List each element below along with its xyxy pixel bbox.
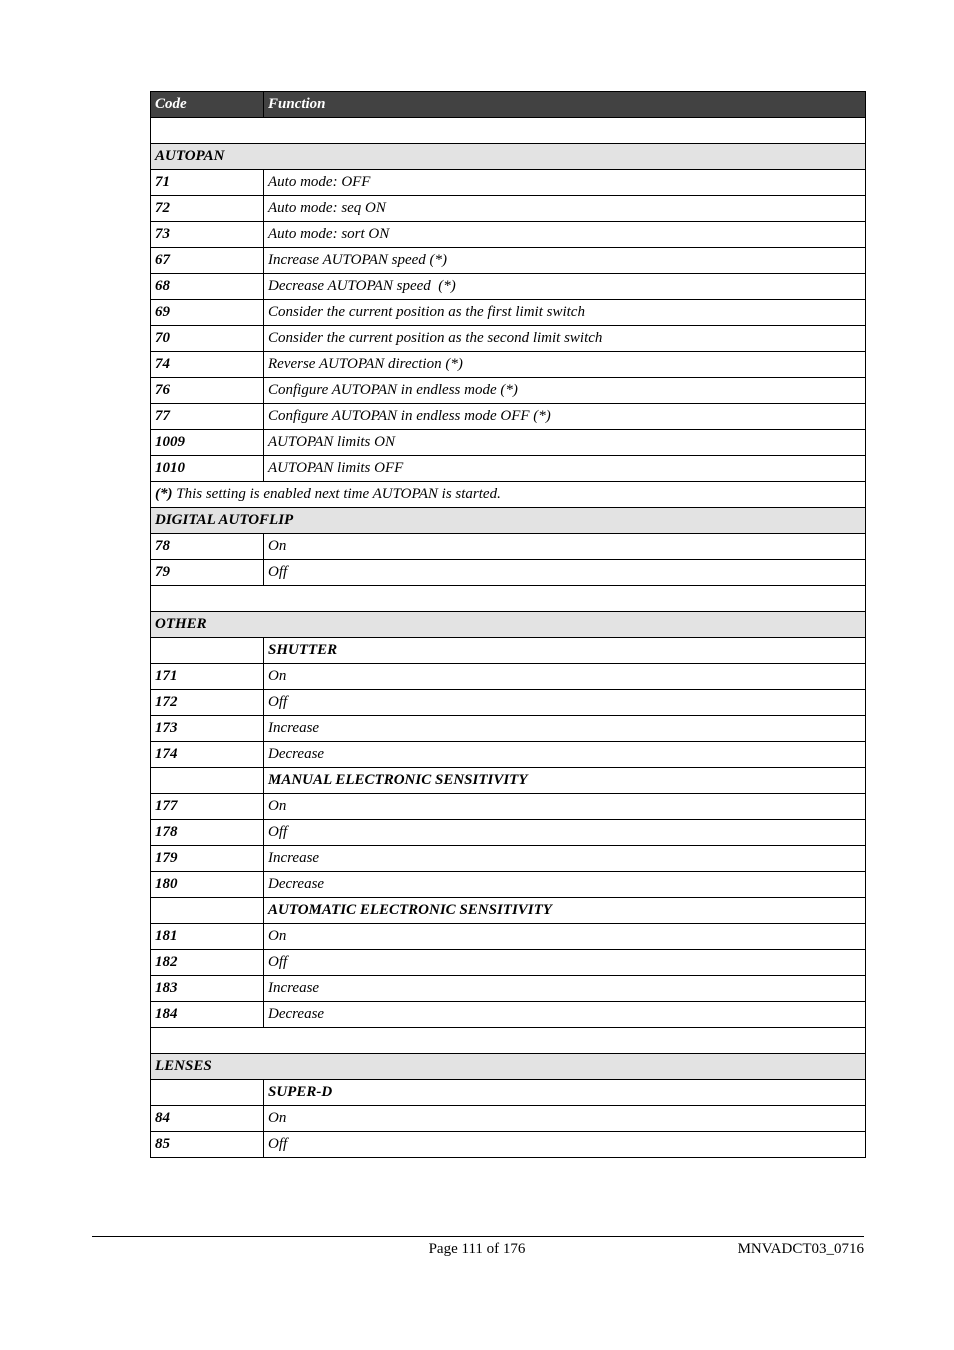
code-cell: 76 <box>151 378 264 404</box>
function-cell: Reverse AUTOPAN direction (*) <box>264 352 866 378</box>
subsection-row <box>151 898 866 924</box>
section-title: OTHER <box>151 612 866 638</box>
table-row <box>151 274 866 300</box>
code-cell: 172 <box>151 690 264 716</box>
function-cell: Consider the current position as the second limit switch <box>264 326 866 352</box>
function-cell: On <box>264 1106 866 1132</box>
table-row <box>151 1106 866 1132</box>
subsection-row <box>151 638 866 664</box>
document-code: MNVADCT03_0716 <box>737 1241 864 1257</box>
section-header-row <box>151 1054 866 1080</box>
code-cell: 84 <box>151 1106 264 1132</box>
code-cell: 174 <box>151 742 264 768</box>
code-cell: 171 <box>151 664 264 690</box>
code-cell: 181 <box>151 924 264 950</box>
function-cell: AUTOPAN limits ON <box>264 430 866 456</box>
function-cell: Increase <box>264 716 866 742</box>
function-cell: On <box>264 924 866 950</box>
table-row <box>151 352 866 378</box>
table-row <box>151 404 866 430</box>
function-code-table <box>150 91 866 1158</box>
code-cell <box>151 1080 264 1106</box>
function-cell: Decrease <box>264 742 866 768</box>
code-cell <box>151 898 264 924</box>
code-cell: 68 <box>151 274 264 300</box>
table-row <box>151 924 866 950</box>
function-cell: Decrease AUTOPAN speed (*) <box>264 274 866 300</box>
code-cell: 182 <box>151 950 264 976</box>
section-title: DIGITAL AUTOFLIP <box>151 508 866 534</box>
function-cell: Consider the current position as the first limit switch <box>264 300 866 326</box>
code-cell <box>151 768 264 794</box>
subsection-row <box>151 1080 866 1106</box>
table-row <box>151 976 866 1002</box>
table-row <box>151 170 866 196</box>
table-row <box>151 742 866 768</box>
function-cell: Off <box>264 950 866 976</box>
section-header-row <box>151 508 866 534</box>
table-row <box>151 326 866 352</box>
table-empty-row <box>151 1028 866 1054</box>
code-cell: 1010 <box>151 456 264 482</box>
code-cell <box>151 638 264 664</box>
table-row <box>151 950 866 976</box>
table-row <box>151 690 866 716</box>
code-cell: 79 <box>151 560 264 586</box>
subsection-title: SHUTTER <box>264 638 866 664</box>
footer-divider <box>92 1236 864 1237</box>
code-cell: 179 <box>151 846 264 872</box>
table-empty-row <box>151 586 866 612</box>
code-cell: 177 <box>151 794 264 820</box>
function-cell: Decrease <box>264 872 866 898</box>
table-row <box>151 456 866 482</box>
footnote-text: This setting is enabled next time AUTOPAN is started. <box>172 486 501 502</box>
code-cell: 178 <box>151 820 264 846</box>
function-cell: Increase <box>264 846 866 872</box>
table-body <box>151 118 866 1158</box>
table-row <box>151 664 866 690</box>
empty-cell <box>151 586 866 612</box>
function-cell: On <box>264 534 866 560</box>
code-cell: 183 <box>151 976 264 1002</box>
footnote-cell <box>151 482 866 508</box>
header-function: Function <box>264 92 866 118</box>
table-row <box>151 846 866 872</box>
subsection-row <box>151 768 866 794</box>
code-cell: 184 <box>151 1002 264 1028</box>
function-cell: Auto mode: OFF <box>264 170 866 196</box>
code-cell: 70 <box>151 326 264 352</box>
table-empty-row <box>151 118 866 144</box>
table-row <box>151 430 866 456</box>
table-row <box>151 222 866 248</box>
function-cell: On <box>264 794 866 820</box>
section-header-row <box>151 612 866 638</box>
function-cell: Increase AUTOPAN speed (*) <box>264 248 866 274</box>
function-cell: Increase <box>264 976 866 1002</box>
function-cell: Off <box>264 1132 866 1158</box>
code-cell: 77 <box>151 404 264 430</box>
table-row <box>151 560 866 586</box>
function-cell: Decrease <box>264 1002 866 1028</box>
function-cell: Auto mode: sort ON <box>264 222 866 248</box>
code-cell: 74 <box>151 352 264 378</box>
empty-cell <box>151 118 866 144</box>
table-row <box>151 1002 866 1028</box>
code-cell: 1009 <box>151 430 264 456</box>
header-code: Code <box>151 92 264 118</box>
table-row <box>151 820 866 846</box>
function-cell: On <box>264 664 866 690</box>
section-header-row <box>151 144 866 170</box>
section-title: AUTOPAN <box>151 144 866 170</box>
table-row <box>151 196 866 222</box>
table-row <box>151 300 866 326</box>
code-cell: 67 <box>151 248 264 274</box>
page-number: Page 111 of 176 <box>428 1241 526 1257</box>
table-header-row <box>151 92 866 118</box>
table-row <box>151 716 866 742</box>
code-cell: 173 <box>151 716 264 742</box>
code-cell: 85 <box>151 1132 264 1158</box>
empty-cell <box>151 1028 866 1054</box>
footnote-row <box>151 482 866 508</box>
subsection-title: MANUAL ELECTRONIC SENSITIVITY <box>264 768 866 794</box>
section-title: LENSES <box>151 1054 866 1080</box>
code-cell: 72 <box>151 196 264 222</box>
table-row <box>151 378 866 404</box>
code-cell: 73 <box>151 222 264 248</box>
footnote-marker: (*) <box>155 486 173 502</box>
subsection-title: AUTOMATIC ELECTRONIC SENSITIVITY <box>264 898 866 924</box>
subsection-title: SUPER-D <box>264 1080 866 1106</box>
function-cell: Off <box>264 820 866 846</box>
table-row <box>151 794 866 820</box>
function-cell: Off <box>264 690 866 716</box>
function-cell: Off <box>264 560 866 586</box>
function-cell: Auto mode: seq ON <box>264 196 866 222</box>
function-cell: Configure AUTOPAN in endless mode (*) <box>264 378 866 404</box>
table-row <box>151 248 866 274</box>
table-row <box>151 534 866 560</box>
code-cell: 69 <box>151 300 264 326</box>
code-cell: 78 <box>151 534 264 560</box>
code-cell: 180 <box>151 872 264 898</box>
code-cell: 71 <box>151 170 264 196</box>
table-row <box>151 1132 866 1158</box>
function-cell: Configure AUTOPAN in endless mode OFF (*) <box>264 404 866 430</box>
function-cell: AUTOPAN limits OFF <box>264 456 866 482</box>
table-row <box>151 872 866 898</box>
